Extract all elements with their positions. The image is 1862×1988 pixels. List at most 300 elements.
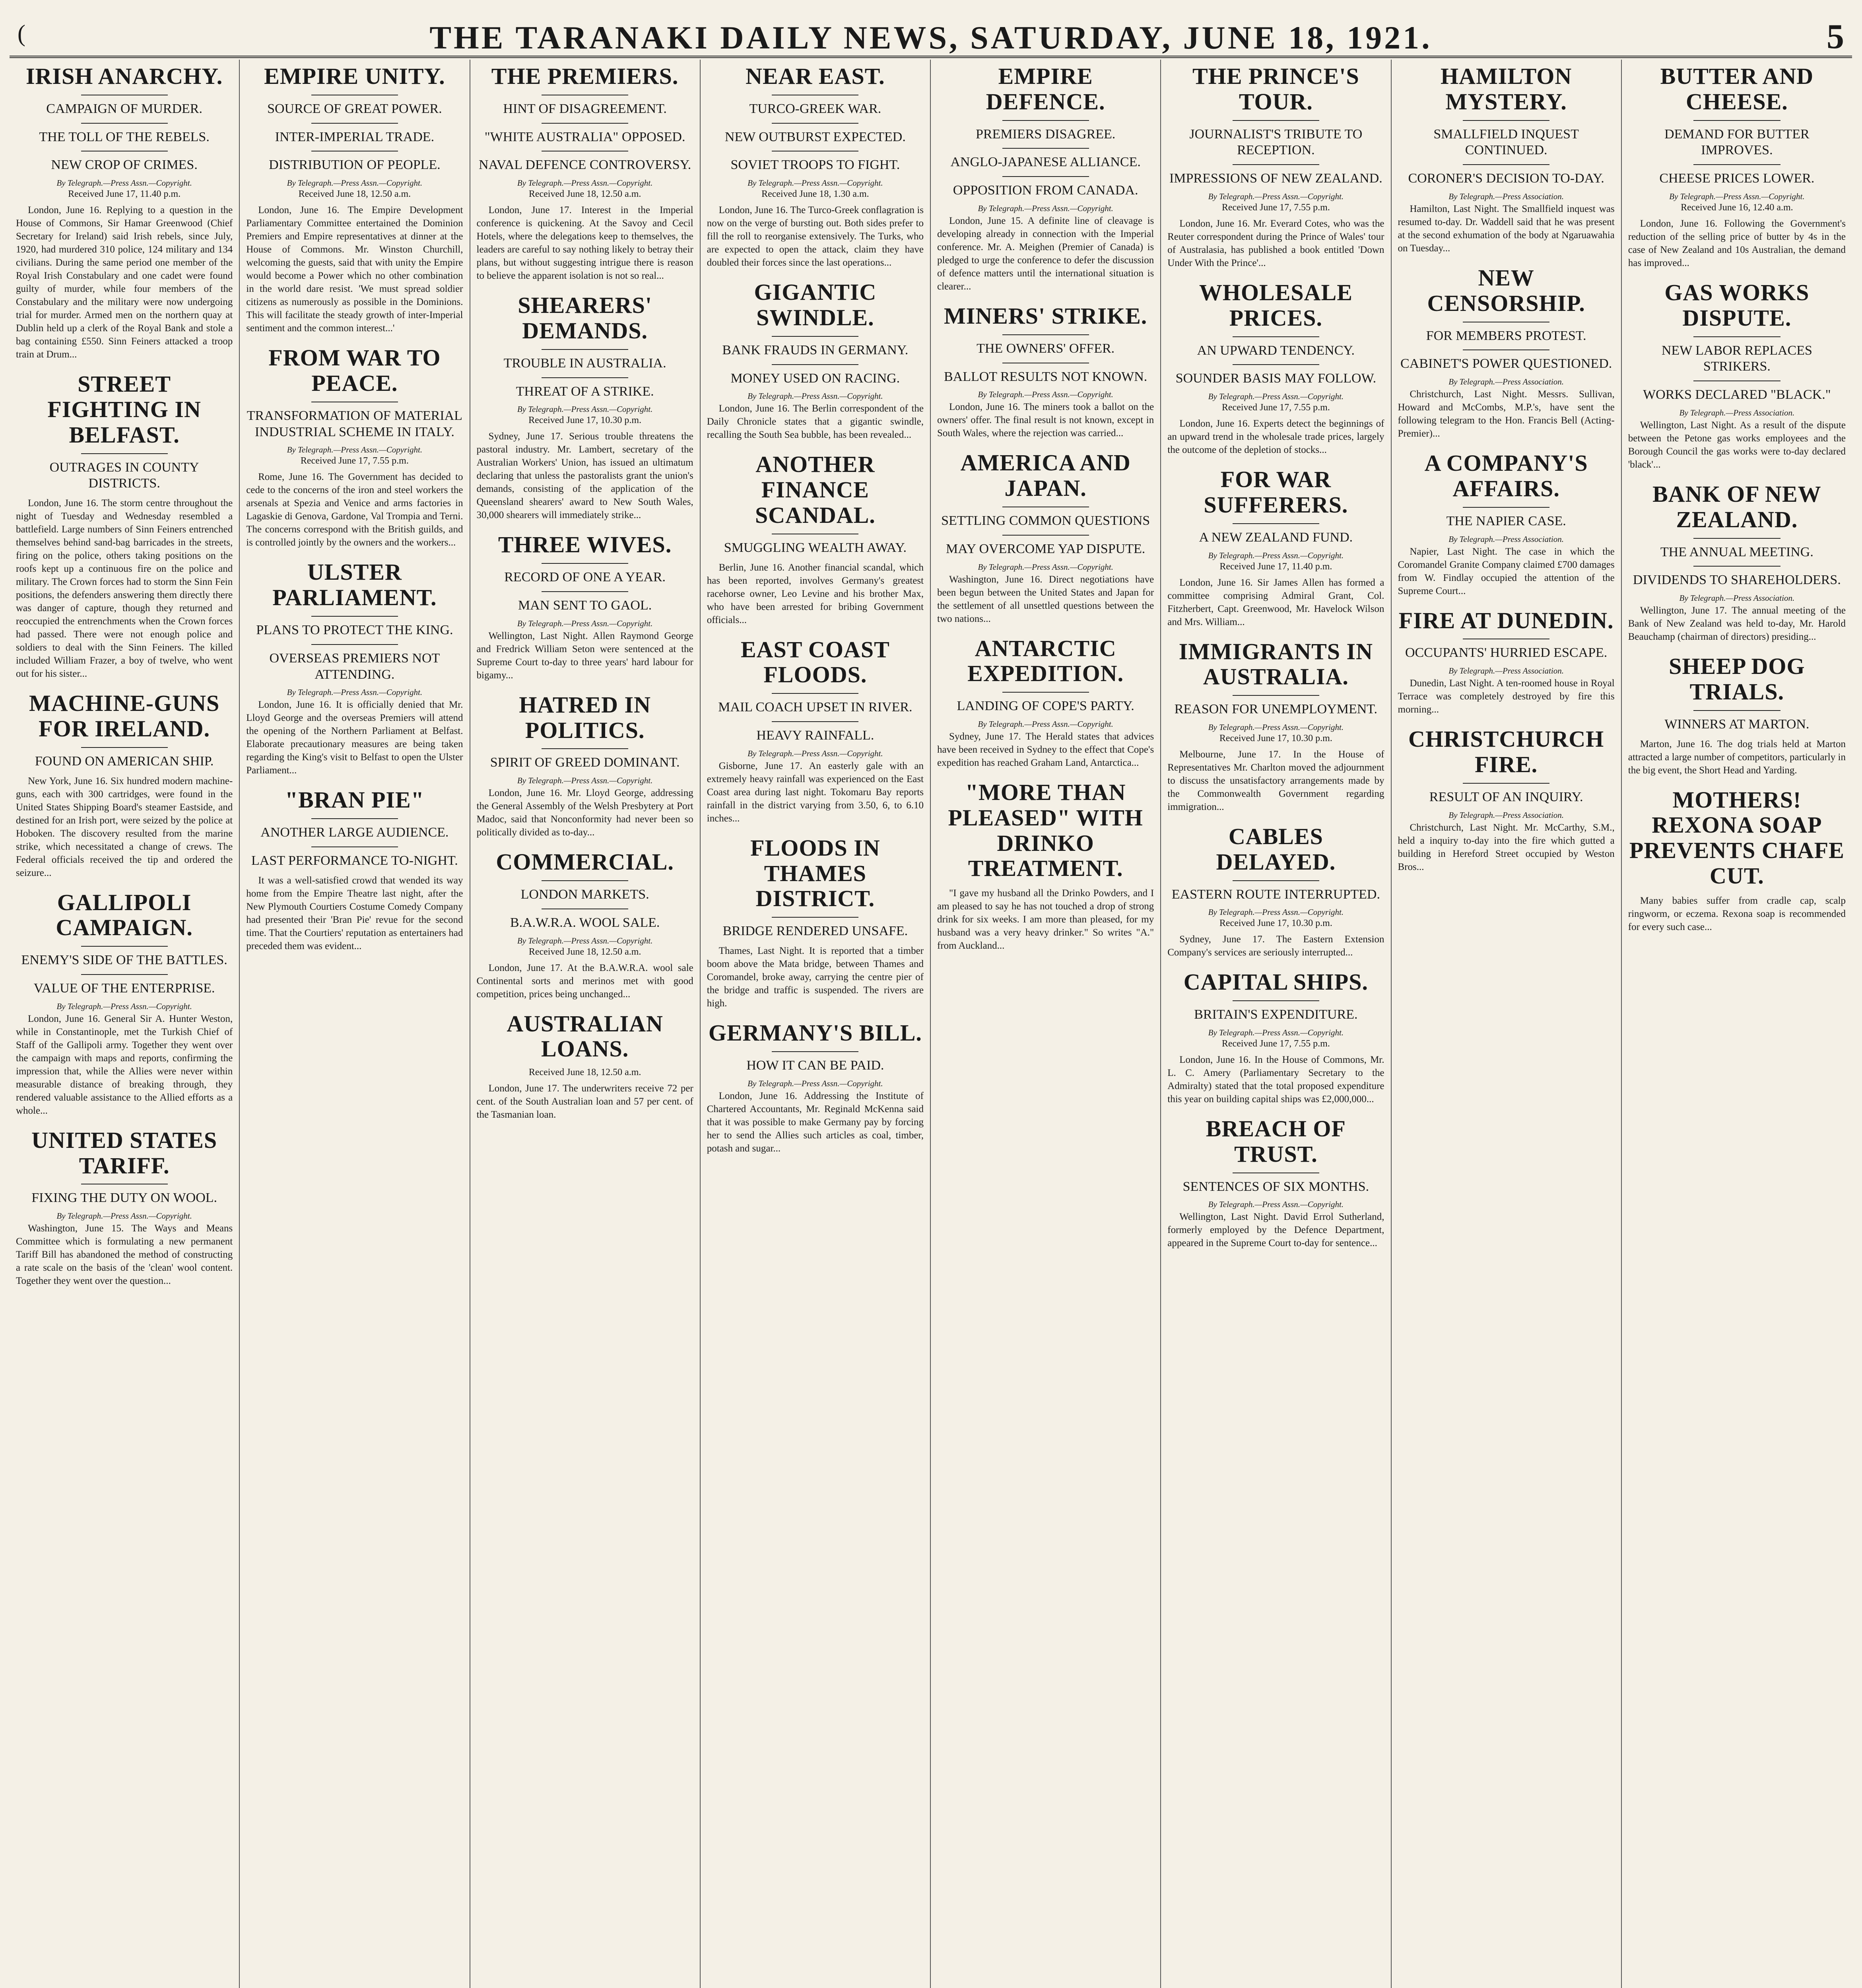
article-headline: HAMILTON MYSTERY. (1440, 63, 1572, 115)
article-subheading: DIVIDENDS TO SHAREHOLDERS. (1633, 573, 1841, 588)
article-subheading: DEMAND FOR BUTTER IMPROVES. (1664, 126, 1810, 158)
article-subheading: SPIRIT OF GREED DOMINANT. (490, 755, 680, 770)
divider-rule (542, 880, 628, 881)
article-subheading: THE OWNERS' OFFER. (977, 341, 1115, 356)
article (707, 1020, 924, 1155)
article-subheading: SMALLFIELD INQUEST CONTINUED. (1433, 126, 1579, 158)
article-body: London, June 16. It is officially denied that Mr. Lloyd George and the overseas Premiers will attend the opening of the Northern Parliament at Belfast. Elaborate precautionary measures are being taken regarding the King's visit to Belfast to open the Ulster Parliament... (246, 699, 463, 776)
article-headline: FROM WAR TO PEACE. (268, 345, 441, 396)
article-headline: EMPIRE UNITY. (264, 63, 445, 89)
article-subheading: THE ANNUAL MEETING. (1660, 544, 1813, 559)
article (16, 371, 233, 680)
article-subheading: RESULT OF AN INQUIRY. (1429, 789, 1583, 804)
article-headline: STREET FIGHTING IN BELFAST. (47, 371, 201, 448)
divider-rule (542, 563, 628, 564)
article-credit: By Telegraph.—Press Assn.—Copyright. (978, 203, 1113, 213)
article-body: London, June 16. The storm centre throughout the night of Tuesday and Wednesday resembled a battlefield. Large numbers of Sinn Feiners entrenched themselves behind sand-bag barricades in the streets, firing on the police, others taking positions on the roofs kept up a continuous fire on the police and military. The Crown forces had to storm the Sinn Fein positions, the defenders answering them directly there was danger of capture, though they returned and reoccupied the entrenchments when the Crown forces had passed. There were not enough police and soldiers to deal with the Sinn Feiners. The killed included William Frazer, a boy of twelve, who went out for his sister... (16, 498, 233, 679)
article-body: Gisborne, June 17. An easterly gale with an extremely heavy rainfall was experienced on the East Coast area during last night. Tokomaru Bay reports rainfall in the district varying from 3.50, 6, to 6.10 inches... (707, 760, 924, 824)
article-body: London, June 16. The Turco-Greek conflagration is now on the verge of bursting out. Both sides prefer to fill the roll to reorganise extensively. The Turks, who are expected to open the attack, claim they have doubled their forces since the last operations... (707, 205, 924, 268)
column (240, 60, 470, 1988)
article-received-time: Received June 17, 11.40 p.m. (68, 189, 181, 200)
article-subheading: REASON FOR UNEMPLOYMENT. (1174, 702, 1378, 717)
article (1628, 787, 1846, 934)
article-subheading: PREMIERS DISAGREE. (975, 126, 1116, 142)
article-received-time: Received June 18, 12.50 a.m. (298, 189, 411, 200)
column (1161, 60, 1391, 1988)
article-subheading: PLANS TO PROTECT THE KING. (256, 622, 453, 637)
article (937, 636, 1154, 769)
article-body: Thames, Last Night. It is reported that a timber boom above the Mata bridge, between Thames and Coromandel, broke away, carrying the centre pier of the bridge and traffic is suspended. The rivers are high. (707, 945, 924, 1009)
article-credit: By Telegraph.—Press Assn.—Copyright. (56, 178, 192, 188)
article-body: Christchurch, Last Night. Mr. McCarthy, S.M., held a inquiry to-day into the fire which gutted a building in Hereford Street occupied by Weston Bros... (1398, 822, 1615, 872)
article (246, 787, 463, 952)
article-body: Berlin, June 16. Another financial scandal, which has been reported, involves Germany's greatest racehorse owner, Leo Levine and his brother Max, who have been arrested for bribing Government officials... (707, 562, 924, 625)
article (477, 1011, 693, 1122)
article-subheading: CHEESE PRICES LOWER. (1659, 171, 1815, 186)
article-headline: AUSTRALIAN LOANS. (507, 1010, 663, 1062)
article (16, 1128, 233, 1287)
article (477, 692, 693, 839)
article-body: London, June 17. The underwriters receive 72 per cent. of the South Australian loan and 57 per cent. of the Tasmanian loan. (476, 1083, 693, 1120)
article-subheading: SOVIET TROOPS TO FIGHT. (730, 157, 900, 173)
article-body: London, June 16. Addressing the Institute of Chartered Accountants, Mr. Reginald McKenna said that it was possible to make Germany pay by forcing her to send the Allies such articles as coal, timber, potash and sugar... (707, 1090, 924, 1154)
divider-rule (1002, 535, 1089, 536)
article-subheading: TURCO-GREEK WAR. (749, 101, 881, 116)
article-headline: THE PREMIERS. (491, 63, 679, 89)
article-subheading: CAMPAIGN OF MURDER. (46, 101, 202, 116)
article-credit: By Telegraph.—Press Assn.—Copyright. (517, 178, 653, 188)
article-subheading: INTER-IMPERIAL TRADE. (275, 129, 435, 144)
article-body: Wellington, June 17. The annual meeting of the Bank of New Zealand was held to-day, Mr. Harold Beauchamp (chairman of directors) presiding... (1628, 605, 1846, 643)
article-credit: By Telegraph.—Press Assn.—Copyright. (287, 178, 423, 188)
article-headline: BREACH OF TRUST. (1206, 1115, 1346, 1167)
divider-rule (1233, 336, 1319, 337)
newspaper-title: THE TARANAKI DAILY NEWS, SATURDAY, JUNE 18, 1921. (429, 19, 1432, 56)
article-headline: SHEARERS' DEMANDS. (518, 292, 652, 344)
article-headline: EMPIRE DEFENCE. (986, 63, 1105, 115)
article-body: London, June 16. Following the Government's reduction of the selling price of butter by 4s in the case of New Zealand and 10s Australian, the demand has improved... (1628, 218, 1846, 268)
divider-rule (1693, 120, 1780, 121)
article (1167, 64, 1384, 270)
article-credit: By Telegraph.—Press Association. (1448, 191, 1564, 201)
article-body: London, June 15. A definite line of cleavage is developing already in connection with the Imperial conference. Mr. A. Meighen (Premier of Canada) is pledged to urge the conference to defer the discussion of defence matters until the international situation is clearer... (937, 215, 1154, 292)
article-subheading: BRIDGE RENDERED UNSAFE. (722, 924, 908, 939)
article-subheading: NAVAL DEFENCE CONTROVERSY. (478, 157, 691, 173)
article-body: London, June 16. Mr. Lloyd George, addressing the General Assembly of the Welsh Presbytery at Port Madoc, said that Nonconformity had never been so politically divided as to-day... (476, 788, 693, 838)
article-subheading: SMUGGLING WEALTH AWAY. (724, 540, 907, 555)
article-credit: By Telegraph.—Press Assn.—Copyright. (56, 1001, 192, 1011)
article-received-time: Received June 17, 7.55 p.m. (300, 456, 409, 466)
article-body: Hamilton, Last Night. The Smallfield inquest was resumed to-day. Dr. Waddell said that he was present at the second exhumation of the body at Ngaruawahia on Tuesday... (1398, 203, 1615, 254)
article-subheading: OPPOSITION FROM CANADA. (953, 183, 1138, 198)
article-body: London, June 16. General Sir A. Hunter Weston, while in Constantinople, met the Turkish Chief of Staff of the Gallipoli army. Together they went over the campaign with maps and reports, confirming the impression that, while the Allies were never within measurable distance of breaking through, they rendered valuable assistance to the Allied efforts as a whole... (16, 1013, 233, 1116)
article-headline: UNITED STATES TARIFF. (31, 1127, 217, 1178)
article-subheading: DISTRIBUTION OF PEOPLE. (269, 157, 441, 173)
article-credit: By Telegraph.—Press Assn.—Copyright. (748, 1078, 883, 1088)
article-credit: By Telegraph.—Press Assn.—Copyright. (1208, 191, 1344, 201)
article-subheading: WINNERS AT MARTON. (1664, 716, 1810, 732)
newspaper-page (10, 0, 1852, 1988)
article-received-time: Received June 16, 12.40 a.m. (1681, 202, 1793, 213)
article-headline: A COMPANY'S AFFAIRS. (1424, 450, 1588, 501)
article-credit: By Telegraph.—Press Assn.—Copyright. (517, 776, 653, 786)
article-headline: IMMIGRANTS IN AUSTRALIA. (1179, 638, 1373, 690)
article (1398, 726, 1615, 873)
article-subheading: SOUNDER BASIS MAY FOLLOW. (1175, 371, 1377, 386)
article-credit: By Telegraph.—Press Assn.—Copyright. (1208, 550, 1344, 560)
article-credit: By Telegraph.—Press Assn.—Copyright. (287, 445, 423, 455)
article-subheading: THE TOLL OF THE REBELS. (39, 129, 210, 144)
article (1628, 64, 1846, 270)
article-headline: SHEEP DOG TRIALS. (1669, 653, 1805, 705)
divider-rule (311, 846, 398, 847)
article-credit: By Telegraph.—Press Association. (1448, 534, 1564, 544)
article (707, 64, 924, 269)
article-subheading: TRANSFORMATION OF MATERIAL INDUSTRIAL SCHEME IN ITALY. (247, 408, 462, 439)
article (1398, 608, 1615, 716)
article-headline: AMERICA AND JAPAN. (960, 450, 1131, 501)
article-subheading: "WHITE AUSTRALIA" OPPOSED. (484, 129, 685, 144)
article-headline: WHOLESALE PRICES. (1199, 279, 1353, 331)
article-body: Napier, Last Night. The case in which the Coromandel Granite Company claimed £700 damages from W. Findlay occupied the attention of the Supreme Court... (1398, 546, 1615, 596)
divider-rule (542, 349, 628, 350)
divider-rule (1233, 120, 1319, 121)
divider-rule (1233, 695, 1319, 696)
article-headline: MINERS' STRIKE. (944, 303, 1147, 329)
article-subheading: BANK FRAUDS IN GERMANY. (722, 342, 909, 357)
article-credit: By Telegraph.—Press Association. (1679, 593, 1795, 603)
article-headline: FLOODS IN THAMES DISTRICT. (750, 835, 880, 912)
article-credit: By Telegraph.—Press Assn.—Copyright. (56, 1211, 192, 1221)
article-credit: By Telegraph.—Press Assn.—Copyright. (1208, 722, 1344, 732)
divider-rule (1463, 120, 1549, 121)
article-headline: BANK OF NEW ZEALAND. (1652, 481, 1821, 532)
article-body: London, June 16. Replying to a question in the House of Commons, Sir Hamar Greenwood (Chief Secretary for Ireland) said Irish rebels, since July, 1920, had murdered 310 police, 124 military and 134 civilians. During the same period one member of the Royal Irish Constabulary and one cadet were found guilty of murder, while four members of the Constabulary and the military were now undergoing trial for murder. Armed men on the northern quay at Dublin held up a clerk of the Royal Bank and stole a bag containing £550. Sinn Feiners attacked a troop train at Drum... (16, 205, 233, 360)
article-subheading: MONEY USED ON RACING. (730, 371, 900, 386)
article-subheading: OVERSEAS PREMIERS NOT ATTENDING. (269, 650, 440, 682)
article-subheading: RECORD OF ONE A YEAR. (504, 570, 666, 585)
article-subheading: EASTERN ROUTE INTERRUPTED. (1171, 887, 1380, 902)
article-headline: ANTARCTIC EXPEDITION. (967, 635, 1124, 687)
article-body: Wellington, Last Night. Allen Raymond George and Fredrick William Seton were sentenced at the Supreme Court to-day to three years' hard labour for bigamy... (476, 630, 693, 681)
article (1167, 639, 1384, 813)
divider-rule (81, 974, 168, 975)
article-headline: EAST COAST FLOODS. (740, 636, 890, 688)
column (1392, 60, 1622, 1988)
article-subheading: HEAVY RAINFALL. (756, 728, 874, 743)
article-body: Washington, June 15. The Ways and Means Committee which is formulating a new permanent Tariff Bill has abandoned the method of constructing a rate scale on the basis of the 'clean' wool content. Together they went over the question... (16, 1223, 233, 1287)
article-subheading: THE NAPIER CASE. (1446, 513, 1566, 528)
article-subheading: B.A.W.R.A. WOOL SALE. (510, 915, 660, 930)
article-body: New York, June 16. Six hundred modern machine-guns, each with 300 cartridges, were found in the United States Shipping Board's steamer Eastside, and destined for an Irish port, were seized by the police at Hoboken. The discovery resulted from the marine strike, which necessitated a change of crews. The Federal officials received the tip and ordered the seizure... (16, 775, 233, 878)
article-credit: By Telegraph.—Press Assn.—Copyright. (748, 391, 883, 401)
divider-rule (1233, 1000, 1319, 1001)
article-credit: By Telegraph.—Press Assn.—Copyright. (978, 719, 1113, 729)
article-received-time: Received June 17, 11.40 p.m. (1219, 561, 1332, 572)
column (701, 60, 931, 1988)
page-number: 5 (1827, 17, 1844, 56)
article-headline: FOR WAR SUFFERERS. (1204, 466, 1348, 518)
article-subheading: ANOTHER LARGE AUDIENCE. (260, 825, 449, 840)
article-received-time: Received June 17, 10.30 p.m. (1219, 918, 1332, 929)
article-headline: NEAR EAST. (746, 63, 885, 89)
article (1167, 467, 1384, 628)
divider-rule (542, 748, 628, 749)
article (1628, 654, 1846, 777)
article (477, 293, 693, 522)
column (1622, 60, 1852, 1988)
article (707, 637, 924, 825)
divider-rule (311, 818, 398, 819)
article-received-time: Received June 17, 7.55 p.m. (1221, 202, 1330, 213)
divider-rule (772, 1051, 858, 1052)
article-headline: COMMERCIAL. (496, 849, 674, 875)
divider-rule (311, 644, 398, 645)
article-subheading: MAY OVERCOME YAP DISPUTE. (946, 541, 1146, 556)
article-body: Rome, June 16. The Government has decided to cede to the concerns of the iron and steel workers the arsenals at Spezia and Venice and arms factories in Lagaskie di Genova, Gardone, Val Trompia and Terni. The concerns correspond with the British guilds, and is controlled jointly by the owners and the workers... (246, 472, 463, 548)
article-credit: By Telegraph.—Press Assn.—Copyright. (517, 936, 653, 945)
article (1167, 1116, 1384, 1250)
article (1167, 969, 1384, 1106)
column (470, 60, 701, 1988)
article-received-time: Received June 17, 7.55 p.m. (1221, 1038, 1330, 1049)
divider-rule (1693, 710, 1780, 711)
article-body: Wellington, Last Night. David Errol Sutherland, formerly employed by the Defence Department, appeared in the Supreme Court to-day for sentence... (1167, 1211, 1384, 1249)
article-subheading: LANDING OF COPE'S PARTY. (957, 699, 1134, 714)
article-headline: MOTHERS! REXONA SOAP PREVENTS CHAFE CUT. (1629, 786, 1845, 889)
article-credit: By Telegraph.—Press Assn.—Copyright. (748, 748, 883, 758)
divider-rule (1693, 538, 1780, 539)
divider-rule (1002, 692, 1089, 693)
article-credit: By Telegraph.—Press Assn.—Copyright. (1208, 1027, 1344, 1037)
divider-rule (542, 377, 628, 378)
divider-rule (1233, 164, 1319, 165)
article-body: Washington, June 16. Direct negotiations have been begun between the United States and Japan for the settlement of all unsettled questions between the two nations... (937, 574, 1154, 624)
columns (10, 60, 1852, 1988)
article (937, 780, 1154, 952)
divider-rule (772, 336, 858, 337)
article-subheading: A NEW ZEALAND FUND. (1199, 530, 1353, 545)
article-credit: By Telegraph.—Press Assn.—Copyright. (978, 562, 1113, 572)
article-credit: By Telegraph.—Press Assn.—Copyright. (1208, 1200, 1344, 1209)
article-headline: ULSTER PARLIAMENT. (272, 559, 437, 611)
article (707, 452, 924, 626)
article-body: Sydney, June 17. The Herald states that advices have been received in Sydney to the effect that Cope's expedition has reached Graham Land, Antarctica... (937, 731, 1154, 768)
article-body: "I gave my husband all the Drinko Powders, and I am pleased to say he has not touched a drop of strong drink for six weeks. I am more than pleased, for my husband was a very heavy drinker." So writes "A." from Auckland... (937, 888, 1154, 951)
article-received-time: Received June 18, 1.30 a.m. (761, 189, 869, 200)
article-body: London, June 17. Interest in the Imperial conference is quickening. At the Savoy and Cecil Hotels, where the delegations keep to themselves, the leaders are careful to say nothing likely to betray their plans, but without suggesting intrigue there is reason to believe the apparent isolation is not so real... (476, 205, 693, 282)
divider-rule (1693, 164, 1780, 165)
divider-rule (542, 123, 628, 124)
article-subheading: JOURNALIST'S TRIBUTE TO RECEPTION. (1189, 126, 1363, 158)
article (707, 835, 924, 1010)
article-headline: CHRISTCHURCH FIRE. (1408, 726, 1604, 777)
article-body: Melbourne, June 17. In the House of Representatives Mr. Charlton moved the adjournment to discuss the unsatisfactory arrangements made by the Commonwealth Government regarding immigration... (1167, 749, 1384, 812)
article (937, 303, 1154, 440)
article (246, 559, 463, 777)
article-subheading: NEW OUTBURST EXPECTED. (724, 129, 906, 144)
article (1628, 481, 1846, 643)
article (1167, 280, 1384, 456)
article (477, 849, 693, 1000)
article-subheading: OCCUPANTS' HURRIED ESCAPE. (1405, 645, 1608, 660)
divider-rule (81, 123, 168, 124)
article-body: London, June 16. Sir James Allen has formed a committee comprising Admiral Grant, Col. Fitzherbert, Capt. Greenwood, Mr. Havelock Wilson and Mrs. William... (1167, 577, 1384, 627)
article-body: Sydney, June 17. The Eastern Extension Company's services are seriously interrupted... (1167, 934, 1384, 958)
article (937, 450, 1154, 625)
article-credit: By Telegraph.—Press Assn.—Copyright. (1208, 392, 1344, 402)
column (10, 60, 240, 1988)
article-subheading: FIXING THE DUTY ON WOOL. (31, 1190, 217, 1206)
article-headline: "BRAN PIE" (285, 787, 424, 813)
article-body: London, June 16. Mr. Everard Cotes, who was the Reuter correspondent during the Prince of Wales' tour of Australasia, has published a book entitled 'Down Under With the Prince'... (1167, 218, 1384, 268)
article-credit: By Telegraph.—Press Association. (1448, 666, 1564, 676)
article-subheading: NEW LABOR REPLACES STRIKERS. (1661, 343, 1812, 374)
article-credit: By Telegraph.—Press Association. (1448, 377, 1564, 387)
article-headline: FIRE AT DUNEDIN. (1398, 607, 1614, 633)
article (1628, 280, 1846, 471)
article-body: London, June 16. The miners took a ballot on the owners' offer. The final result is not known, except in South Wales, where the rejection was carried... (937, 402, 1154, 439)
divider-rule (772, 917, 858, 918)
article-body: London, June 16. The Berlin correspondent of the Daily Chronicle states that a gigantic swindle, recalling the South Sea bubble, has been revealed... (707, 403, 924, 441)
article-subheading: LAST PERFORMANCE TO-NIGHT. (251, 853, 458, 868)
divider-rule (1693, 336, 1780, 337)
article-headline: GALLIPOLI CAMPAIGN. (56, 889, 193, 941)
article (477, 64, 693, 282)
article-credit: By Telegraph.—Press Assn.—Copyright. (1208, 907, 1344, 917)
article-headline: GAS WORKS DISPUTE. (1664, 279, 1810, 331)
article (477, 532, 693, 681)
article-body: It was a well-satisfied crowd that wended its way home from the Empire Theatre last night, after the New Plymouth Courtiers Costume Comedy Company had presented their 'Bran Pie' revue for the second time. That the Courtiers' reputation as entertainers had preceded them was evident... (246, 875, 463, 951)
article-headline: NEW CENSORSHIP. (1427, 264, 1585, 316)
article-credit: By Telegraph.—Press Assn.—Copyright. (748, 178, 883, 188)
page-marker: ( (17, 20, 25, 47)
article-received-time: Received June 18, 12.50 a.m. (528, 189, 641, 200)
article-body: Wellington, Last Night. As a result of the dispute between the Petone gas works employees and the Borough Council the gas works were to-day declared 'black'... (1628, 419, 1846, 470)
article-subheading: WORKS DECLARED "BLACK." (1643, 387, 1831, 402)
article-credit: By Telegraph.—Press Association. (1448, 810, 1564, 820)
divider-rule (772, 364, 858, 365)
article-subheading: MAIL COACH UPSET IN RIVER. (718, 700, 913, 715)
article-received-time: Received June 18, 12.50 a.m. (528, 946, 641, 957)
article (16, 691, 233, 879)
article-body: Dunedin, Last Night. A ten-roomed house in Royal Terrace was completely destroyed by fire this morning... (1398, 678, 1615, 715)
article-headline: HATRED IN POLITICS. (519, 691, 651, 743)
article-received-time: Received June 17, 7.55 p.m. (1221, 402, 1330, 413)
article (1398, 450, 1615, 597)
article-body: Christchurch, Last Night. Messrs. Sullivan, Howard and McCombs, M.P.'s, have sent the following telegram to the Hon. Francis Bell (Acting-Premier)... (1398, 389, 1615, 439)
divider-rule (1002, 148, 1089, 149)
divider-rule (1463, 507, 1549, 508)
column (931, 60, 1161, 1988)
article-subheading: ANGLO-JAPANESE ALLIANCE. (950, 155, 1141, 170)
article-credit: By Telegraph.—Press Assn.—Copyright. (978, 390, 1113, 400)
divider-rule (1233, 880, 1319, 881)
article-headline: GIGANTIC SWINDLE. (754, 279, 877, 330)
article-body: London, June 16. The Empire Development Parliamentary Committee entertained the Dominion Premiers and Empire representatives at dinner at the House of Commons. Mr. Winston Churchill, welcoming the guests, said that with unity the Empire would become a Power which no other combination in the world dare resist. 'We must spread soldier citizens as numerously as possible in the Dominions. This will facilitate the steady growth of inter-Imperial sentiment and the common interest...' (246, 205, 463, 334)
article-subheading: FOR MEMBERS PROTEST. (1426, 328, 1586, 343)
article-received-time: Received June 17, 10.30 p.m. (1219, 733, 1332, 744)
divider-rule (772, 693, 858, 694)
article (707, 280, 924, 441)
article-credit: By Telegraph.—Press Association. (1679, 408, 1795, 417)
article-received-time: Received June 18, 12.50 a.m. (528, 1067, 641, 1078)
article-headline: IRISH ANARCHY. (25, 63, 223, 89)
article-subheading: OUTRAGES IN COUNTY DISTRICTS. (49, 460, 199, 491)
article (246, 64, 463, 335)
masthead (10, 12, 1852, 58)
article-headline: THREE WIVES. (498, 532, 672, 558)
article-subheading: HOW IT CAN BE PAID. (746, 1058, 884, 1073)
divider-rule (311, 616, 398, 617)
article-headline: "MORE THAN PLEASED" WITH DRINKO TREATMENT. (948, 779, 1143, 881)
article-body: London, June 16. In the House of Commons, Mr. L. C. Amery (Parliamentary Secretary to the Admiralty) stated that the total proposed expenditure this year on building capital ships was £2,000,000... (1167, 1054, 1384, 1105)
article-credit: By Telegraph.—Press Assn.—Copyright. (517, 404, 653, 414)
divider-rule (1233, 523, 1319, 524)
article-subheading: BRITAIN'S EXPENDITURE. (1194, 1007, 1358, 1022)
article-subheading: SOURCE OF GREAT POWER. (267, 101, 442, 116)
divider-rule (1463, 164, 1549, 165)
article-subheading: THREAT OF A STRIKE. (516, 384, 654, 399)
article-subheading: NEW CROP OF CRIMES. (51, 157, 198, 173)
divider-rule (1002, 334, 1089, 335)
article (1398, 265, 1615, 440)
article-subheading: TROUBLE IN AUSTRALIA. (503, 355, 666, 371)
divider-rule (81, 946, 168, 947)
article-headline: CAPITAL SHIPS. (1183, 969, 1368, 995)
article-body: London, June 17. At the B.A.W.R.A. wool sale Continental sorts and merinos met with good competition, prices being unchanged... (476, 962, 693, 1000)
divider-rule (772, 721, 858, 722)
divider-rule (311, 123, 398, 124)
article-credit: By Telegraph.—Press Assn.—Copyright. (287, 687, 423, 697)
article-subheading: SENTENCES OF SIX MONTHS. (1182, 1179, 1369, 1194)
article (246, 345, 463, 549)
article (937, 64, 1154, 293)
divider-rule (1002, 120, 1089, 121)
article (1167, 824, 1384, 959)
article-body: Marton, June 16. The dog trials held at Marton attracted a large number of competitors, particularly in the big event, the Short Head and Yarding. (1628, 738, 1846, 776)
divider-rule (1002, 176, 1089, 177)
article-subheading: IMPRESSIONS OF NEW ZEALAND. (1169, 171, 1382, 186)
divider-rule (542, 591, 628, 592)
article-subheading: MAN SENT TO GAOL. (518, 598, 652, 613)
divider-rule (1233, 364, 1319, 365)
divider-rule (1463, 349, 1549, 350)
article-subheading: FOUND ON AMERICAN SHIP. (35, 753, 214, 769)
article-headline: MACHINE-GUNS FOR IRELAND. (29, 690, 220, 742)
article (16, 64, 233, 361)
divider-rule (1463, 783, 1549, 784)
article-headline: ANOTHER FINANCE SCANDAL. (755, 451, 876, 528)
article-subheading: HINT OF DISAGREEMENT. (503, 101, 667, 116)
article-subheading: VALUE OF THE ENTERPRISE. (33, 980, 215, 996)
article-subheading: AN UPWARD TENDENCY. (1197, 343, 1355, 358)
article-headline: CABLES DELAYED. (1216, 823, 1336, 875)
article-headline: GERMANY'S BILL. (708, 1019, 922, 1046)
article-credit: By Telegraph.—Press Assn.—Copyright. (1669, 191, 1805, 201)
article-subheading: CABINET'S POWER QUESTIONED. (1400, 356, 1612, 371)
divider-rule (81, 453, 168, 454)
article-subheading: ENEMY'S SIDE OF THE BATTLES. (21, 953, 227, 968)
divider-rule (772, 123, 858, 124)
article (1398, 64, 1615, 255)
article-headline: THE PRINCE'S TOUR. (1192, 63, 1359, 115)
article-body: Many babies suffer from cradle cap, scalp ringworm, or eczema. Rexona soap is recommended for every such case... (1628, 895, 1846, 932)
article-subheading: CORONER'S DECISION TO-DAY. (1408, 171, 1604, 186)
article-credit: By Telegraph.—Press Assn.—Copyright. (517, 618, 653, 628)
article (16, 890, 233, 1117)
divider-rule (81, 747, 168, 748)
